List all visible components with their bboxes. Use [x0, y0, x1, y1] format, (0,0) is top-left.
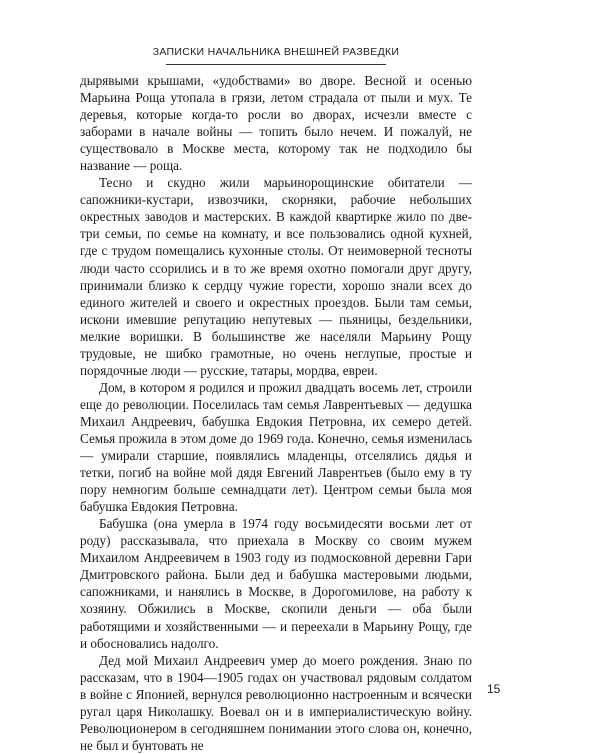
paragraph: Бабушка (она умерла в 1974 году восьмидесяти восьми лет от роду) рассказывала, что приехала в Москву со своим мужем Михаилом Андреевичем в 1903 году из подмосковной деревни Гари Дмитровского района. Были дед и бабушка мастеровыми людьми, сапожниками, и нанялись в Москве, в Дорогомилове, на работу к хозяину. Обжились в Москве, скопили деньги — оба были работящими и хозяйственными — и переехали в Марьину Рощу, где и обосновались надолго.: [80, 516, 472, 651]
page-number: 15: [487, 682, 501, 696]
paragraph: Тесно и скудно жили марьинорощинские обитатели — сапожники-кустари, извозчики, скорняки, рабочие небольших окрестных заводов и мастерских. В каждой квартирке жило по две-три семьи, по семье на комнату, и все пользовались одной кухней, где с трудом помещались кухонные столы. От неимоверной тесноты люди часто ссорились и в то же время охотно помогали друг другу, принимали близко к сердцу чужие горести, хорошо знали всех до единого жителей и своего и окрестных проездов. Были там семьи, искони имевшие репутацию непутевых — пьяницы, бездельники, мелкие воришки. В большинстве же населяли Марьину Рощу трудовые, не шибко грамотные, но очень неглупые, простые и порядочные люди — русские, татары, мордва, евреи.: [80, 175, 472, 378]
paragraph: дырявыми крышами, «удобствами» во дворе. Весной и осенью Марьина Роща утопала в грязи, летом страдала от пыли и мух. Те деревья, которые когда-то росли во дворах, исчезли вместе с заборами в начале войны — топить было нечем. И пожалуй, не существовало в Москве места, которому так не подходило бы название — роща.: [80, 73, 472, 174]
header-rule: [166, 64, 386, 65]
body-text: [80, 72, 472, 754]
paragraph: Дом, в котором я родился и прожил двадцать восемь лет, строили еще до революции. Поселилась там семья Лаврентьевых — дедушка Михаил Андреевич, бабушка Евдокия Петровна, их семеро детей. Семья прожила в этом доме до 1969 года. Конечно, семья изменилась — умирали старшие, появлялись младенцы, отселялись дядья и тетки, погиб на войне мой дядя Евгений Лаврентьев (было ему в ту пору немногим больше семнадцати лет). Центром семьи была моя бабушка Евдокия Петровна.: [80, 379, 472, 515]
running-head-title: ЗАПИСКИ НАЧАЛЬНИКА ВНЕШНЕЙ РАЗВЕДКИ: [152, 46, 400, 58]
paragraph: Дед мой Михаил Андреевич умер до моего рождения. Знаю по рассказам, что в 1904—1905 годах он участвовал рядовым солдатом в войне с Японией, вернулся революционно настроенным и всячески ругал царя Николашку. Воевал он и в империалистическую войну. Революционером в сегодняшнем понимании этого слова он, конечно, не был и бунтовать не: [80, 652, 472, 753]
